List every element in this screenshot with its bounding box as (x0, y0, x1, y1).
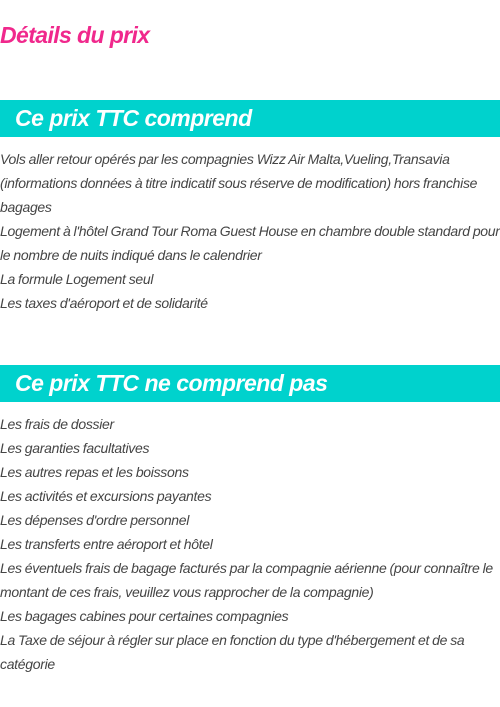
includes-item-taxes: Les taxes d'aéroport et de solidarité (0, 295, 208, 311)
excludes-item-activities: Les activités et excursions payantes (0, 488, 212, 504)
excludes-item-insurance: Les garanties facultatives (0, 440, 150, 456)
excludes-heading: Ce prix TTC ne comprend pas (0, 365, 500, 402)
excludes-item-meals: Les autres repas et les boissons (0, 464, 189, 480)
excludes-item-baggage-fees: Les éventuels frais de bagage facturés par la compagnie aérienne (pour connaître le montant de ces frais, veuillez vous rapprocher de la compagnie) (0, 560, 493, 600)
page-title: Détails du prix (0, 22, 150, 48)
includes-item-board: La formule Logement seul (0, 271, 154, 287)
excludes-item-personal: Les dépenses d'ordre personnel (0, 512, 190, 528)
excludes-item-file-fees: Les frais de dossier (0, 416, 114, 432)
includes-heading: Ce prix TTC comprend (0, 100, 500, 137)
includes-item-flights: Vols aller retour opérés par les compagnies Wizz Air Malta,Vueling,Transavia (informations données à titre indicatif sous réserve de modification) hors franchise bagages (0, 151, 478, 215)
excludes-list (0, 412, 500, 676)
includes-item-hotel: Logement à l'hôtel Grand Tour Roma Guest House en chambre double standard pour le nombre de nuits indiqué dans le calendrier (0, 223, 500, 263)
includes-list (0, 147, 500, 315)
excludes-item-tourist-tax: La Taxe de séjour à régler sur place en fonction du type d'hébergement et de sa catégorie (0, 632, 465, 672)
excludes-item-transfers: Les transferts entre aéroport et hôtel (0, 536, 213, 552)
excludes-item-cabin-bags: Les bagages cabines pour certaines compagnies (0, 608, 289, 624)
